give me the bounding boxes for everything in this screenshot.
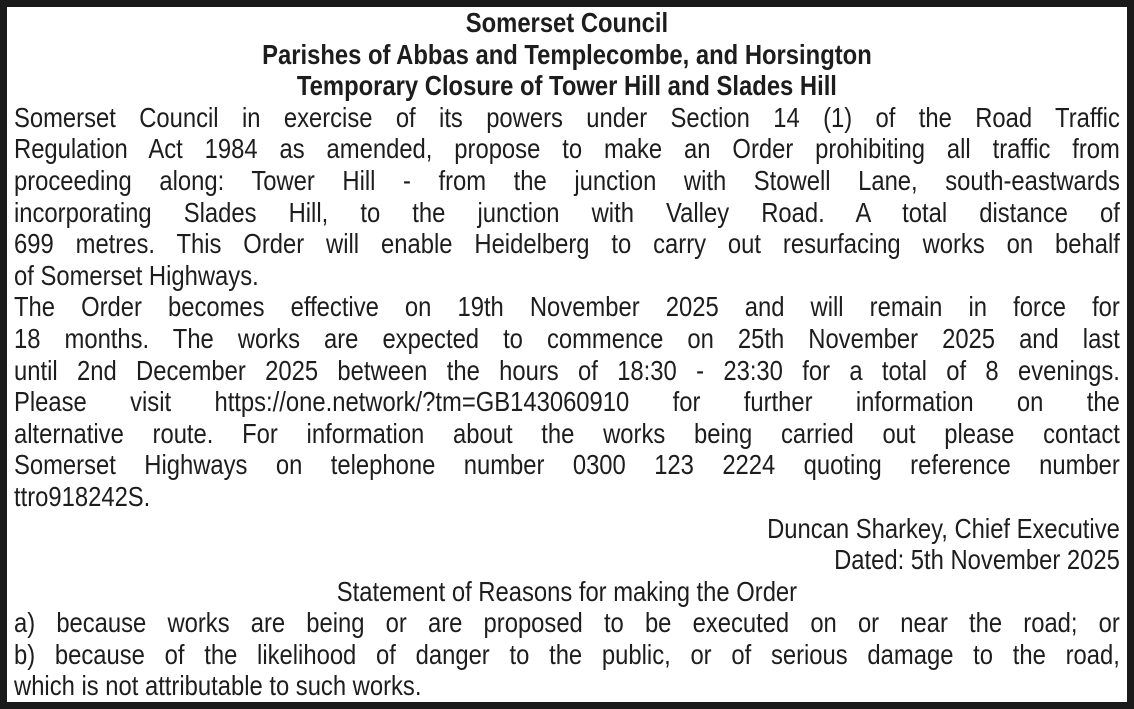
paragraph1-line: incorporating Slades Hill, to the junction with Valley Road. A total distance of	[14, 196, 1120, 228]
paragraph2-line-url: Please visit https://one.network/?tm=GB143060910 for further information on the	[14, 386, 1120, 418]
paragraph1-line: proceeding along: Tower Hill - from the junction with Stowell Lane, south-eastwards	[14, 164, 1120, 196]
paragraph1-line: of Somerset Highways.	[14, 259, 259, 291]
statement-line: which is not attributable to such works.	[14, 670, 422, 702]
paragraph2-line: The Order becomes effective on 19th November 2025 and will remain in force for	[14, 291, 1120, 323]
signature-name: Duncan Sharkey, Chief Executive	[767, 512, 1120, 544]
notice-authority-title: Somerset Council	[465, 7, 669, 38]
paragraph1-line: Regulation Act 1984 as amended, propose to make an Order prohibiting all traffic from	[14, 133, 1120, 165]
statement-line: b) because of the likelihood of danger to the public, or of serious damage to the road,	[14, 638, 1120, 670]
paragraph2-line: 18 months. The works are expected to commence on 25th November 2025 and last	[14, 322, 1120, 354]
notice-subject-line: Temporary Closure of Tower Hill and Slades Hill	[296, 70, 837, 102]
statement-line: a) because works are being or are proposed to be executed on or near the road; or	[14, 607, 1120, 639]
paragraph1-line: Somerset Council in exercise of its powers under Section 14 (1) of the Road Traffic	[14, 101, 1120, 133]
paragraph2-line: alternative route. For information about the works being carried out please contact	[14, 417, 1120, 449]
paragraph2-line-phone: Somerset Highways on telephone number 0300 123 2224 quoting reference number	[14, 449, 1120, 481]
paragraph1-line: 699 metres. This Order will enable Heidelberg to carry out resurfacing works on behalf	[14, 228, 1120, 260]
signature-date: Dated: 5th November 2025	[834, 544, 1120, 576]
paragraph2-line: until 2nd December 2025 between the hours of 18:30 - 23:30 for a total of 8 evenings.	[14, 354, 1120, 386]
paragraph2-line-reference: ttro918242S.	[14, 480, 151, 512]
notice-content	[14, 7, 1120, 702]
statement-heading: Statement of Reasons for making the Order	[336, 575, 798, 607]
notice-parishes-line: Parishes of Abbas and Templecombe, and Horsington	[262, 38, 872, 70]
